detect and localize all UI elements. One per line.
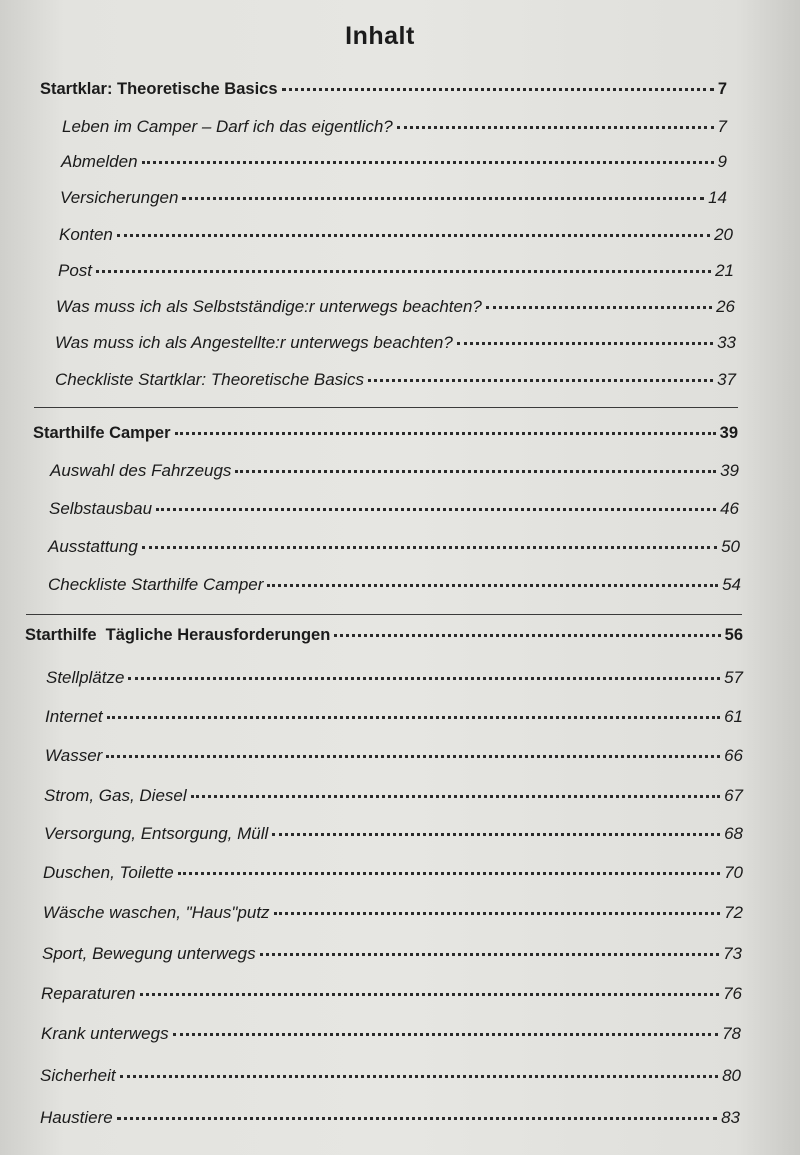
toc-entry <box>58 261 734 281</box>
toc-entry <box>62 117 727 137</box>
dot-leader <box>178 872 720 875</box>
toc-page-number: 39 <box>719 424 738 442</box>
toc-page-number: 76 <box>723 984 742 1003</box>
toc-page-number: 56 <box>724 626 743 644</box>
toc-entry-label: Abmelden <box>61 152 138 171</box>
toc-page-number: 33 <box>717 333 736 352</box>
toc-entry-label: Konten <box>59 225 113 244</box>
toc-page-number: 20 <box>714 225 733 244</box>
toc-entry <box>45 746 743 766</box>
page-title: Inhalt <box>345 22 415 50</box>
dot-leader <box>128 677 720 680</box>
toc-entry-label: Stellplätze <box>46 668 125 687</box>
toc-entry <box>48 575 741 595</box>
toc-entry-label: Strom, Gas, Diesel <box>44 786 187 805</box>
toc-page-number: 73 <box>723 944 742 963</box>
toc-entry-label: Duschen, Toilette <box>43 863 174 882</box>
toc-entry-label: Checkliste Starthilfe Camper <box>48 575 264 594</box>
toc-page-number: 80 <box>722 1066 741 1085</box>
dot-leader <box>117 234 710 237</box>
toc-entry <box>41 984 742 1004</box>
toc-entry <box>49 499 739 519</box>
toc-page-number: 9 <box>717 152 727 171</box>
section-divider <box>26 614 742 615</box>
toc-section-title: Startklar: Theoretische Basics <box>40 80 278 98</box>
toc-entry <box>44 824 743 844</box>
dot-leader <box>274 912 721 915</box>
toc-entry <box>59 225 733 245</box>
dot-leader <box>272 833 720 836</box>
dot-leader <box>267 584 718 587</box>
toc-entry <box>40 1108 740 1128</box>
toc-page-number: 83 <box>721 1108 740 1127</box>
toc-page-number: 78 <box>722 1024 741 1043</box>
dot-leader <box>486 306 712 309</box>
toc-page-number: 21 <box>715 261 734 280</box>
toc-entry-label: Checkliste Startklar: Theoretische Basics <box>55 370 364 389</box>
toc-page-number: 57 <box>724 668 743 687</box>
dot-leader <box>96 270 711 273</box>
toc-page-number: 61 <box>724 707 743 726</box>
toc-entry-label: Reparaturen <box>41 984 136 1003</box>
toc-entry-label: Haustiere <box>40 1108 113 1127</box>
toc-entry-label: Sicherheit <box>40 1066 116 1085</box>
toc-entry-label: Versicherungen <box>60 188 179 207</box>
toc-page-number: 67 <box>724 786 743 805</box>
toc-page-number: 26 <box>716 297 735 316</box>
toc-entry-label: Leben im Camper – Darf ich das eigentlich? <box>62 117 393 136</box>
toc-entry-label: Was muss ich als Selbstständige:r unterwegs beachten? <box>56 297 482 316</box>
toc-page-number: 66 <box>724 746 743 765</box>
toc-entry <box>42 944 742 964</box>
dot-leader <box>191 795 720 798</box>
toc-entry <box>50 461 739 481</box>
toc-entry <box>45 707 743 727</box>
toc-page-number: 50 <box>721 537 740 556</box>
toc-entry-label: Sport, Bewegung unterwegs <box>42 944 256 963</box>
toc-entry-label: Was muss ich als Angestellte:r unterwegs beachten? <box>55 333 453 352</box>
section-divider <box>34 407 738 408</box>
toc-entry-label: Post <box>58 261 93 280</box>
dot-leader <box>282 88 714 91</box>
toc-section-startklar <box>40 80 727 99</box>
toc-entry-label: Internet <box>45 707 103 726</box>
dot-leader <box>235 470 716 473</box>
toc-page-number: 68 <box>724 824 743 843</box>
toc-entry <box>60 188 727 208</box>
toc-entry-label: Wäsche waschen, "Haus"putz <box>43 903 270 922</box>
dot-leader <box>182 197 704 200</box>
dot-leader <box>106 755 720 758</box>
dot-leader <box>368 379 713 382</box>
dot-leader <box>117 1117 717 1120</box>
dot-leader <box>334 634 720 637</box>
toc-page-number: 14 <box>708 188 727 207</box>
toc-entry-label: Auswahl des Fahrzeugs <box>50 461 232 480</box>
toc-page-number: 72 <box>724 903 743 922</box>
toc-entry-label: Versorgung, Entsorgung, Müll <box>44 824 269 843</box>
toc-page-number: 70 <box>724 863 743 882</box>
toc-entry <box>61 152 727 172</box>
toc-entry <box>55 333 736 353</box>
toc-page-number: 7 <box>717 80 727 98</box>
dot-leader <box>140 993 720 996</box>
toc-page-number: 46 <box>720 499 739 518</box>
toc-entry <box>40 1066 741 1086</box>
toc-section-taegliche-herausforderungen <box>25 626 743 645</box>
dot-leader <box>142 161 714 164</box>
toc-entry <box>46 668 743 688</box>
toc-section-title: Starthilfe Tägliche Herausforderungen <box>25 626 331 644</box>
toc-entry <box>43 903 743 923</box>
dot-leader <box>107 716 720 719</box>
toc-entry <box>55 370 736 390</box>
toc-entry <box>43 863 743 883</box>
toc-page-number: 37 <box>717 370 736 389</box>
toc-entry <box>44 786 743 806</box>
toc-page-number: 7 <box>717 117 727 136</box>
toc-page-number: 54 <box>722 575 741 594</box>
toc-entry-label: Ausstattung <box>48 537 138 556</box>
toc-entry-label: Wasser <box>45 746 103 765</box>
dot-leader <box>260 953 719 956</box>
dot-leader <box>175 432 716 435</box>
dot-leader <box>457 342 713 345</box>
dot-leader <box>173 1033 719 1036</box>
toc-entry-label: Selbstausbau <box>49 499 153 518</box>
toc-entry <box>41 1024 741 1044</box>
toc-page-number: 39 <box>720 461 739 480</box>
toc-entry <box>56 297 735 317</box>
toc-entry <box>48 537 740 557</box>
toc-section-title: Starthilfe Camper <box>33 424 171 442</box>
toc-entry-label: Krank unterwegs <box>41 1024 169 1043</box>
dot-leader <box>120 1075 718 1078</box>
dot-leader <box>156 508 716 511</box>
dot-leader <box>397 126 714 129</box>
toc-section-starthilfe-camper <box>33 424 738 443</box>
dot-leader <box>142 546 717 549</box>
